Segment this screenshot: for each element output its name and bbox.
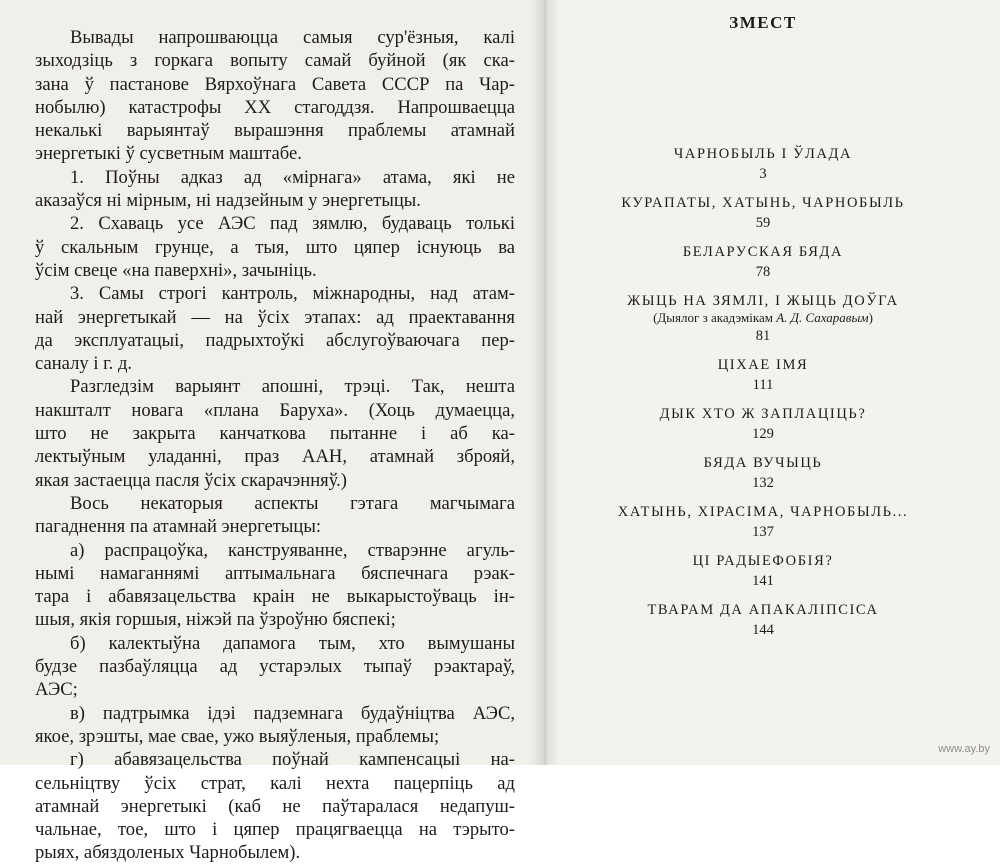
toc-entry-page-number: 78 — [755, 264, 771, 280]
watermark: www.ay.by — [938, 743, 990, 755]
text-line: рыях, абяздоленых Чарнобылем). — [35, 842, 301, 864]
left-page-body-text — [35, 26, 515, 865]
toc-entry-page-number: 137 — [752, 524, 774, 540]
toc-subtitle-suffix: ) — [868, 310, 873, 325]
text-line: атамнай энергетыкі (каб не паўтаралася недапуш- — [35, 795, 515, 817]
text-line: энергетыкі ў сусветным маштабе. — [35, 143, 302, 165]
text-line: зана ў пастанове Вярхоўнага Савета СССР па Чар- — [35, 73, 515, 95]
toc-entry-page-number: 81 — [755, 328, 771, 344]
toc-list — [578, 146, 948, 639]
toc-entry-page-number: 144 — [752, 622, 774, 638]
toc-entry-title: КУРАПАТЫ, ХАТЫНЬ, ЧАРНОБЫЛЬ — [621, 195, 905, 211]
text-line: в) падтрымка ідэі падземнага будаўніцтва АЭС, — [70, 702, 515, 724]
toc-subtitle-prefix: (Дыялог з акадэмікам — [653, 310, 777, 325]
text-line: а) распрацоўка, канструяванне, стварэнне агуль- — [70, 539, 515, 561]
toc-entry-title: ЖЫЦЬ НА ЗЯМЛІ, І ЖЫЦЬ ДОЎГА — [627, 293, 899, 309]
text-line: будзе пазбаўляцца ад устарэлых тыпаў рэактараў, — [35, 656, 515, 678]
toc-entry-title: БЯДА ВУЧЫЦЬ — [703, 455, 823, 471]
toc-entry-page-number: 3 — [759, 166, 767, 182]
book-gutter — [530, 0, 560, 765]
text-line: якое, зрэшты, мае свае, ужо выяўленыя, праблемы; — [35, 725, 440, 747]
text-line: ўсім свеце «на паверхні», зачыніць. — [35, 259, 317, 281]
toc-subtitle-name: А. Д. Сахаравым — [776, 310, 869, 325]
toc-entry-title: ХАТЫНЬ, ХІРАСІМА, ЧАРНОБЫЛЬ... — [617, 504, 909, 520]
text-line: якая застаецца пасля ўсіх скарачэнняў.) — [35, 469, 347, 491]
text-line: шыя, якія горшыя, ніжэй па ўзроўню бяспекі; — [35, 609, 396, 631]
toc-entry-title: БЕЛАРУСКАЯ БЯДА — [682, 244, 844, 260]
text-line: тара і абавязацельства краін не выкарыстоўваць ін- — [35, 586, 515, 608]
toc-entry — [578, 553, 948, 590]
text-line: най энергетыкай — на ўсіх этапах: ад праектавання — [35, 306, 515, 328]
toc-entry — [578, 504, 948, 541]
text-line: накшталт новага «плана Баруха». (Хоць думаецца, — [35, 399, 515, 421]
toc-entry-title: ЧАРНОБЫЛЬ І ЎЛАДА — [673, 146, 853, 162]
toc-entry — [578, 357, 948, 394]
toc-entry — [578, 406, 948, 443]
text-line: АЭС; — [35, 679, 78, 701]
toc-entry — [578, 146, 948, 183]
toc-entry-title: ЦІХАЕ ІМЯ — [717, 357, 809, 373]
toc-entry-page-number: 59 — [755, 215, 771, 231]
text-line: да эксплуатацыі, падрыхтоўкі абслугоўваючага пер- — [35, 329, 515, 351]
text-line: Вывады напрошваюцца самыя сур'ёзныя, калі — [70, 27, 515, 48]
toc-title: ЗМЕСТ — [729, 13, 797, 32]
text-line: лектыўным уладанні, праз ААН, атамнай зброяй, — [35, 446, 515, 468]
toc-entry — [578, 602, 948, 639]
text-line: Разгледзім варыянт апошні, трэці. Так, нешта — [70, 376, 515, 398]
toc-entry-title: ДЫК ХТО Ж ЗАПЛАЦІЦЬ? — [659, 406, 867, 422]
text-line: нобылю) катастрофы XX стагоддзя. Напрошваецца — [35, 96, 515, 118]
toc-entry — [578, 455, 948, 492]
text-line: пагаднення па атамнай энергетыцы: — [35, 516, 321, 538]
text-line: што не закрыта канчаткова пытанне і аб ка- — [35, 423, 515, 445]
toc-entry-subtitle — [578, 310, 948, 325]
text-line: г) абавязацельства поўнай кампенсацыі на- — [70, 749, 515, 771]
toc-entry-page-number: 132 — [752, 475, 774, 491]
toc-entry-page-number: 141 — [752, 573, 774, 589]
text-line: зыходзіць з горкага вопыту самай буйной (як ска- — [35, 50, 515, 72]
toc-entry — [578, 293, 948, 345]
text-line: 3. Самы строгі кантроль, міжнародны, над атам- — [70, 283, 515, 305]
toc-entry-page-number: 111 — [752, 377, 774, 393]
text-line: ў скальным грунце, а тыя, што цяпер існуюць ва — [35, 236, 515, 258]
toc-entry-title: ТВАРАМ ДА АПАКАЛІПСІСА — [647, 602, 879, 618]
text-line: 2. Схаваць усе АЭС пад зямлю, будаваць толькі — [70, 213, 515, 235]
text-line: саналу і г. д. — [35, 353, 133, 375]
toc-entry — [578, 195, 948, 232]
table-of-contents — [578, 12, 948, 651]
text-line: нымі намаганнямі аптымальнага бяспечнага рэак- — [35, 562, 515, 584]
toc-entry-title: ЦІ РАДЫЕФОБІЯ? — [692, 553, 834, 569]
toc-entry-page-number: 129 — [752, 426, 774, 442]
text-line: 1. Поўны адказ ад «мірнага» атама, які не — [70, 166, 515, 188]
text-line: аказаўся ні мірным, ні надзейным у энергетыцы. — [35, 190, 421, 212]
text-line: б) калектыўна дапамога тым, хто вымушаны — [70, 632, 515, 654]
toc-entry — [578, 244, 948, 281]
text-line: чальнае, тое, што і цяпер працягваецца на тэрыто- — [35, 819, 515, 841]
text-line: сельніцтву ўсіх страт, калі нехта пацерпіць ад — [35, 772, 515, 794]
text-line: Вось некаторыя аспекты гэтага магчымага — [70, 492, 515, 514]
text-line: некалькі варыянтаў вырашэння праблемы атамнай — [35, 120, 515, 142]
